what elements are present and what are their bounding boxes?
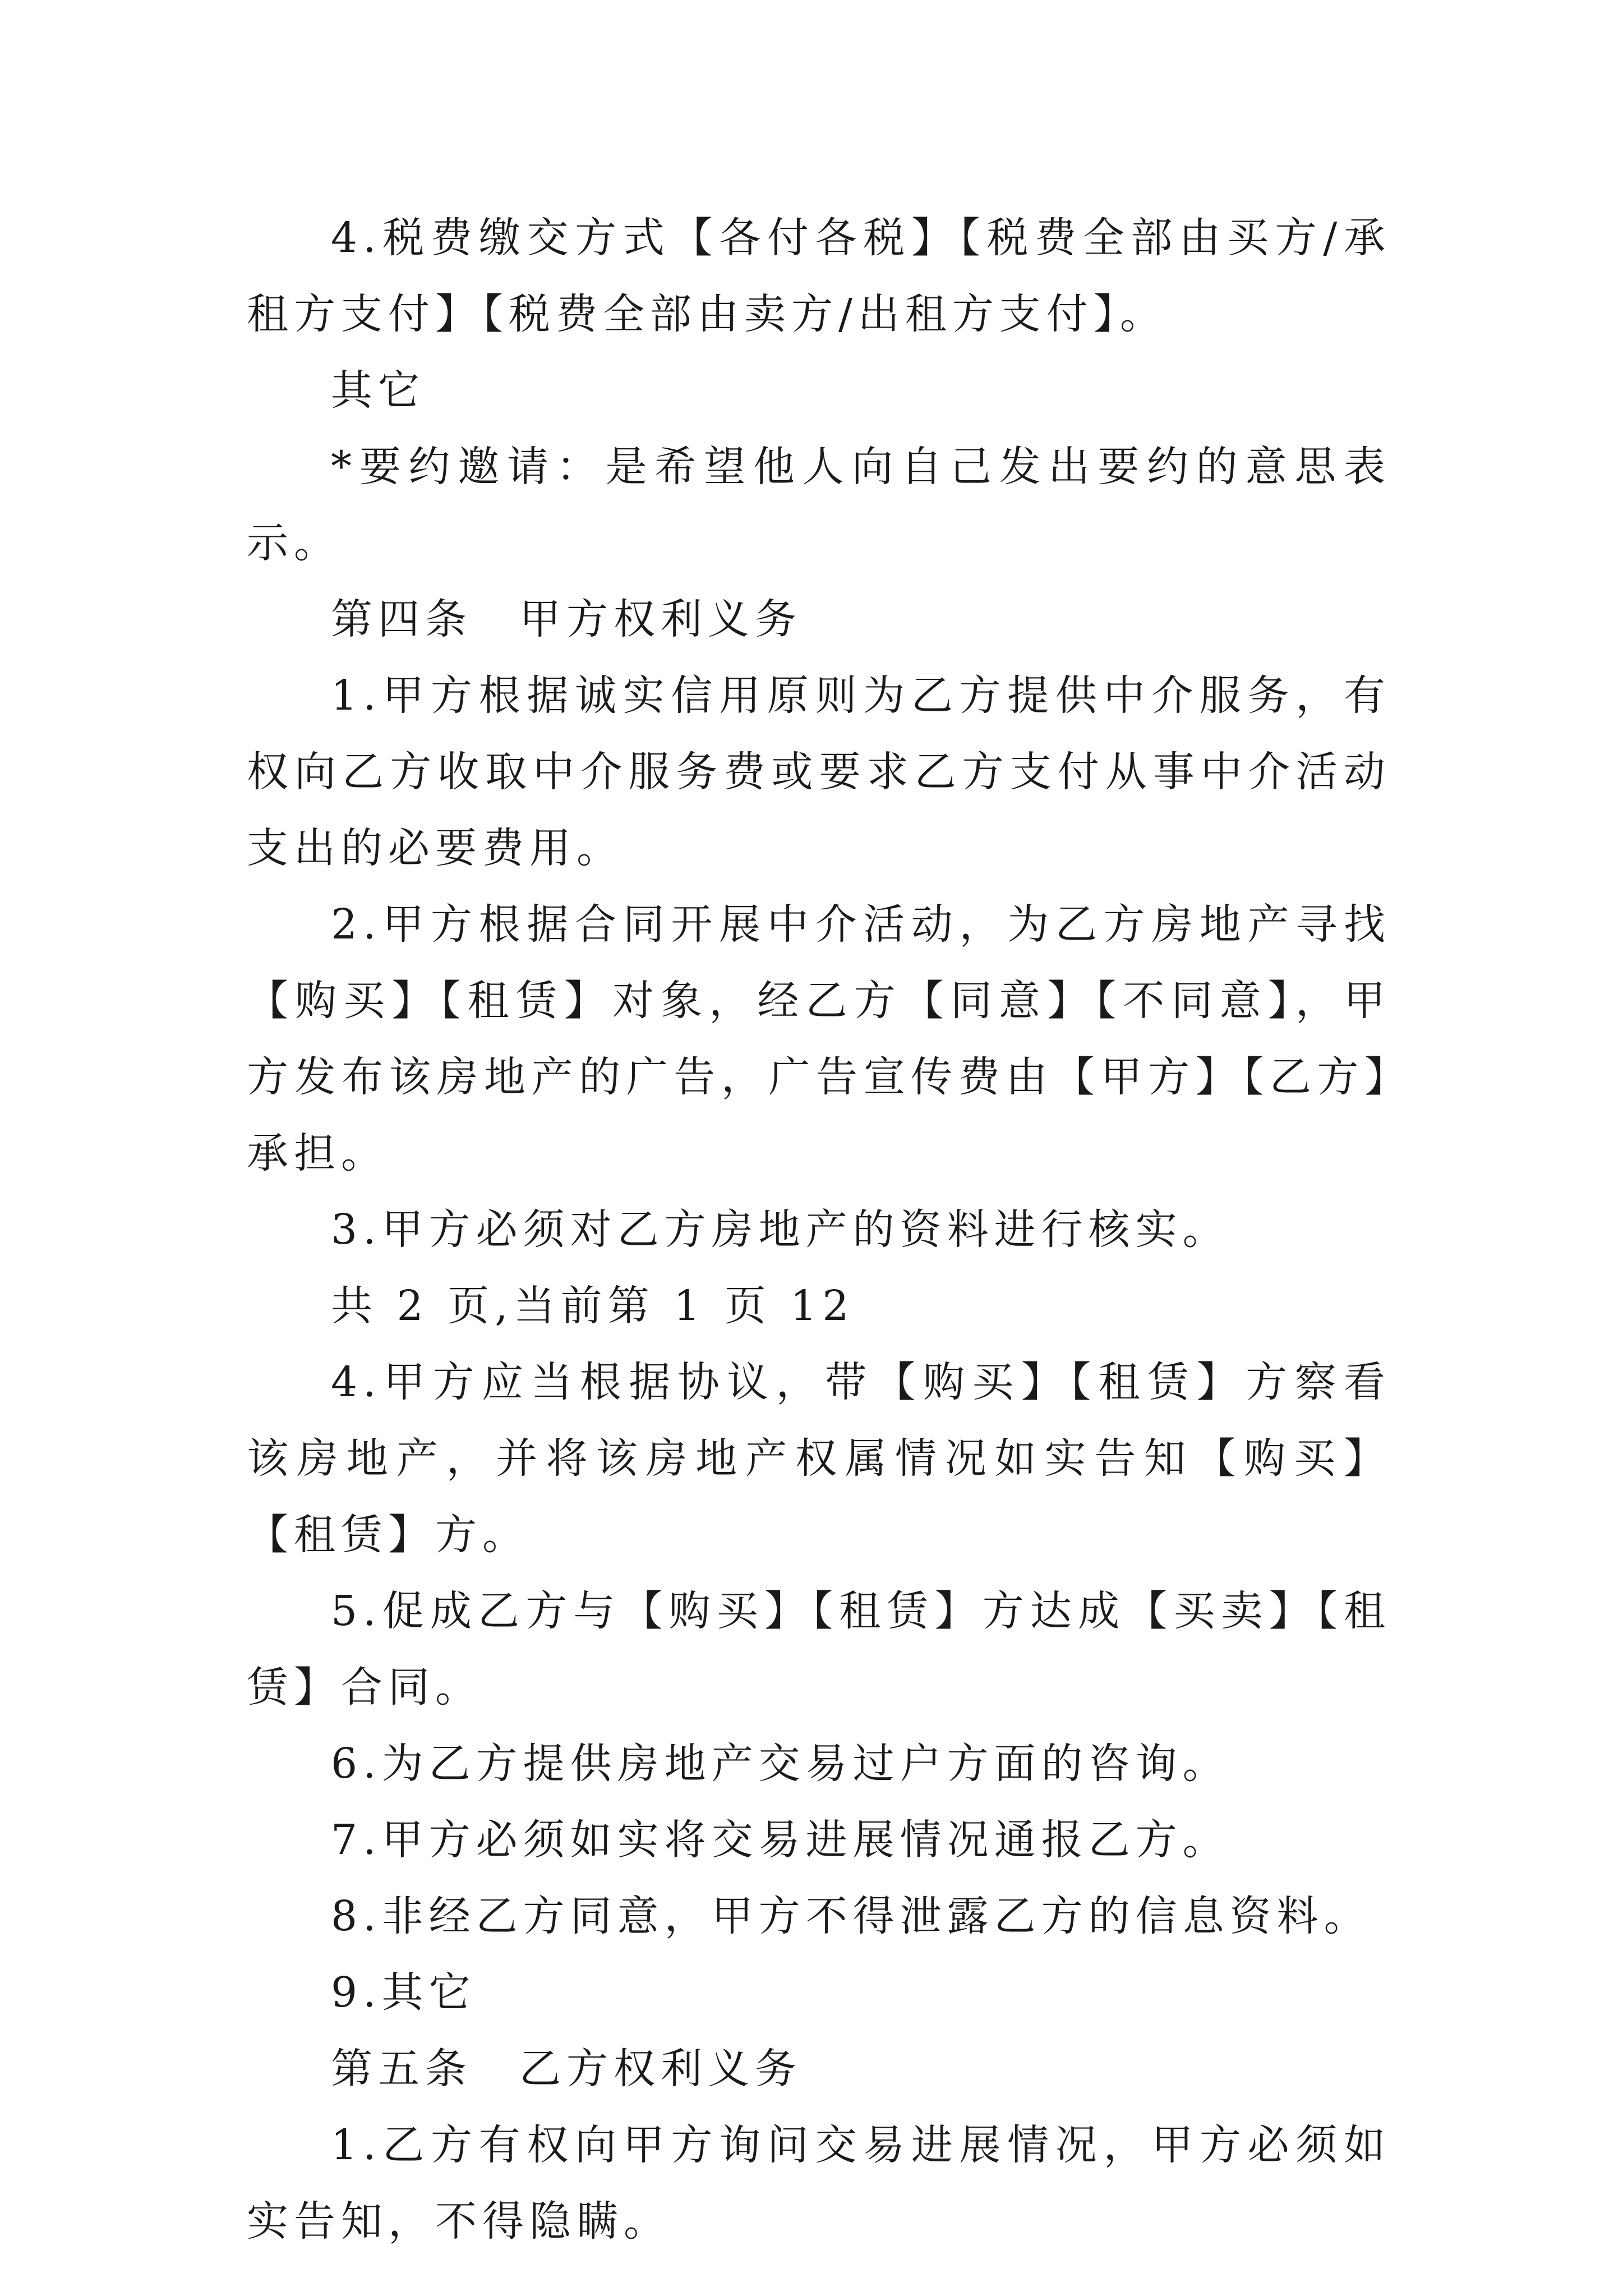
paragraph-a-rights-2: 2.甲方根据合同开展中介活动，为乙方房地产寻找【购买】【租赁】对象，经乙方【同意】【不同意】，甲方发布该房地产的广告，广告宣传费由【甲方】【乙方】承担。 (247, 900, 1391, 1177)
paragraph-a-rights-6: 6.为乙方提供房地产交易过户方面的咨询。 (331, 1740, 1230, 1788)
document-body (247, 200, 1391, 2260)
paragraph-a-rights-4: 4.甲方应当根据协议，带【购买】【租赁】方察看该房地产，并将该房地产权属情况如实告知【购买】【租赁】方。 (247, 1358, 1391, 1559)
paragraph-tax-payment: 4.税费缴交方式【各付各税】【税费全部由买方/承租方支付】【税费全部由卖方/出租方支付】。 (247, 214, 1391, 338)
section-heading-article-4: 第四条 甲方权利义务 (331, 595, 802, 643)
paragraph-a-rights-9: 9.其它 (331, 1968, 476, 2017)
paragraph-a-rights-7: 7.甲方必须如实将交易进展情况通报乙方。 (331, 1816, 1230, 1864)
paragraph-other: 其它 (331, 366, 425, 415)
paragraph-a-rights-3: 3.甲方必须对乙方房地产的资料进行核实。 (331, 1205, 1230, 1254)
page-indicator: 共 2 页,当前第 1 页 12 (331, 1282, 855, 1330)
paragraph-a-rights-5: 5.促成乙方与【购买】【租赁】方达成【买卖】【租赁】合同。 (247, 1587, 1391, 1711)
paragraph-offer-invitation: *要约邀请：是希望他人向自己发出要约的意思表示。 (247, 443, 1391, 567)
section-heading-article-5: 第五条 乙方权利义务 (331, 2045, 802, 2093)
paragraph-b-rights-1: 1.乙方有权向甲方询问交易进展情况，甲方必须如实告知，不得隐瞒。 (247, 2121, 1391, 2246)
paragraph-a-rights-1: 1.甲方根据诚实信用原则为乙方提供中介服务，有权向乙方收取中介服务费或要求乙方支付从事中介活动支出的必要费用。 (247, 671, 1391, 872)
paragraph-a-rights-8: 8.非经乙方同意，甲方不得泄露乙方的信息资料。 (331, 1892, 1371, 1940)
